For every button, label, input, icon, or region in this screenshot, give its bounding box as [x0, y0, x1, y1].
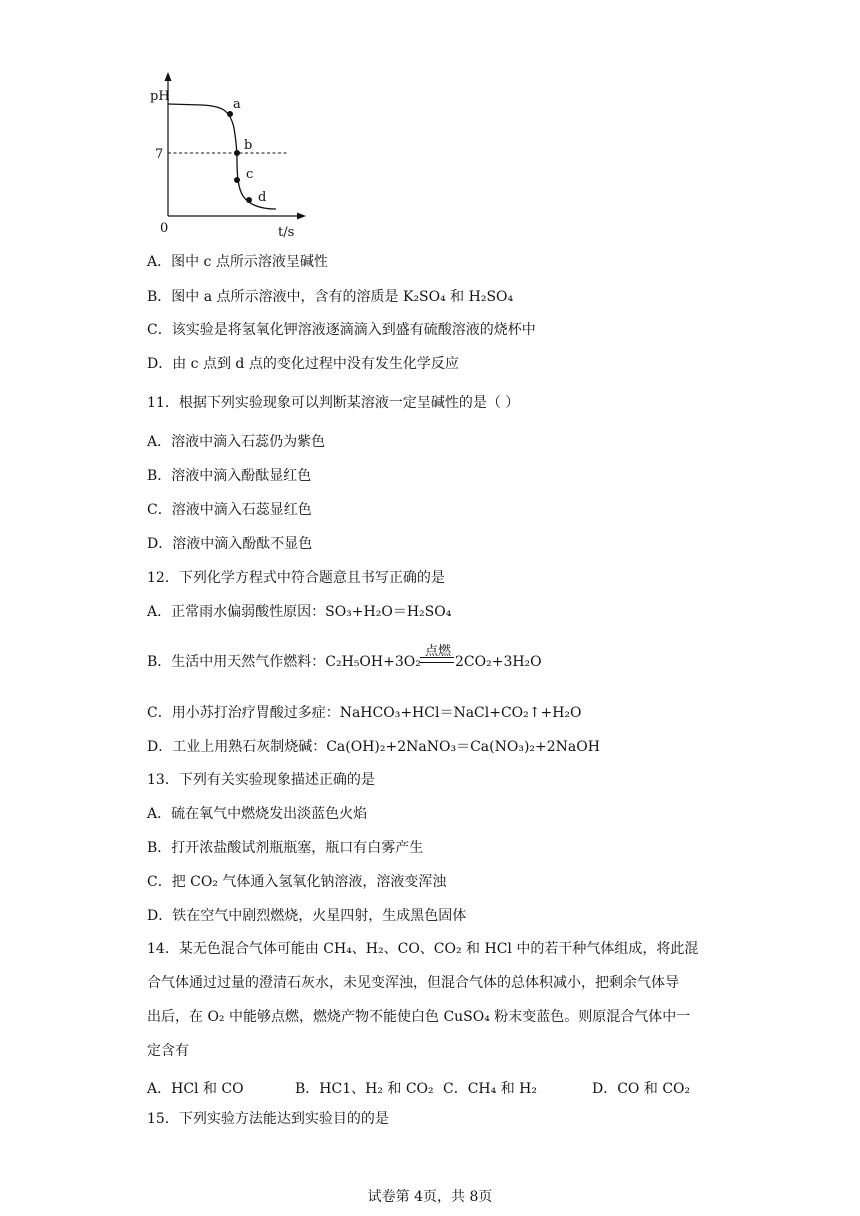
q11-option-b: B．溶液中滴入酚酞显红色: [147, 468, 312, 484]
x-axis-arrow: [297, 213, 306, 220]
point-d-label: d: [258, 190, 267, 205]
q10-option-c: C．该实验是将氢氧化钾溶液逐滴滴入到盛有硫酸溶液的烧杯中: [147, 322, 536, 338]
q12-option-b-condition: 点燃: [425, 644, 452, 659]
point-c-label: c: [246, 167, 254, 182]
q14-stem-line-4: 定含有: [147, 1043, 189, 1059]
y-axis-label: pH: [150, 89, 170, 104]
q13-option-d: D．铁在空气中剧烈燃烧，火星四射，生成黑色固体: [147, 908, 467, 924]
q14-option-c: C．CH₄ 和 H₂: [443, 1081, 537, 1097]
x-axis-label: t/s: [278, 225, 295, 240]
y-tick-label-7: 7: [155, 147, 164, 162]
q12-option-c: C．用小苏打治疗胃酸过多症：NaHCO₃+HCl＝NaCl+CO₂↑+H₂O: [147, 705, 582, 721]
y-axis-arrow: [165, 72, 172, 81]
q12-option-d: D．工业上用熟石灰制烧碱：Ca(OH)₂+2NaNO₃＝Ca(NO₃)₂+2NaOH: [147, 739, 600, 755]
q14-option-d: D．CO 和 CO₂: [592, 1081, 691, 1097]
q11-option-c: C．溶液中滴入石蕊显红色: [147, 502, 312, 518]
q13-option-b: B．打开浓盐酸试剂瓶瓶塞，瓶口有白雾产生: [147, 840, 424, 856]
q14-stem-line-2: 合气体通过过量的澄清石灰水，未见变浑浊，但混合气体的总体积减小，把剩余气体导: [147, 975, 679, 991]
q11-option-d: D．溶液中滴入酚酞不显色: [147, 536, 313, 552]
q10-option-a: A．图中 c 点所示溶液呈碱性: [147, 254, 328, 270]
q11-stem: 11．根据下列实验现象可以判断某溶液一定呈碱性的是（ ）: [147, 395, 520, 411]
point-b-marker: [234, 150, 240, 156]
q10-option-b: B．图中 a 点所示溶液中，含有的溶质是 K₂SO₄ 和 H₂SO₄: [147, 289, 514, 305]
q13-option-a: A．硫在氧气中燃烧发出淡蓝色火焰: [147, 806, 368, 822]
q13-stem: 13．下列有关实验现象描述正确的是: [147, 772, 375, 788]
point-a-label: a: [233, 97, 241, 112]
q12-option-a: A．正常雨水偏弱酸性原因：SO₃+H₂O＝H₂SO₄: [147, 604, 452, 620]
q12-stem: 12．下列化学方程式中符合题意且书写正确的是: [147, 570, 445, 586]
page-footer: 试卷第 4页，共 8页: [367, 1189, 493, 1205]
q14-stem-line-1: 14．某无色混合气体可能由 CH₄、H₂、CO、CO₂ 和 HCl 中的若干种气体组成，将此混: [147, 941, 699, 957]
q14-stem-line-3: 出后，在 O₂ 中能够点燃，燃烧产物不能使白色 CuSO₄ 粉末变蓝色。则原混合气体中一: [147, 1009, 691, 1025]
q12-equation-double-line: [420, 657, 454, 663]
point-d-marker: [246, 197, 252, 203]
q15-stem: 15．下列实验方法能达到实验目的的是: [147, 1111, 389, 1127]
q14-option-a: A．HCl 和 CO: [147, 1081, 244, 1097]
q10-option-d: D．由 c 点到 d 点的变化过程中没有发生化学反应: [147, 356, 459, 372]
point-c-marker: [234, 177, 240, 183]
point-b-label: b: [244, 138, 253, 153]
q14-option-b: B．HC1、H₂ 和 CO₂: [295, 1081, 434, 1097]
q11-option-a: A．溶液中滴入石蕊仍为紫色: [147, 434, 326, 450]
q12-option-b-right: 2CO₂+3H₂O: [455, 654, 542, 670]
ph-curve-figure: [140, 70, 310, 240]
origin-label: 0: [160, 221, 169, 236]
q12-option-b-left: B．生活中用天然气作燃料：C₂H₅OH+3O₂: [147, 654, 421, 670]
q13-option-c: C．把 CO₂ 气体通入氢氧化钠溶液，溶液变浑浊: [147, 874, 447, 890]
